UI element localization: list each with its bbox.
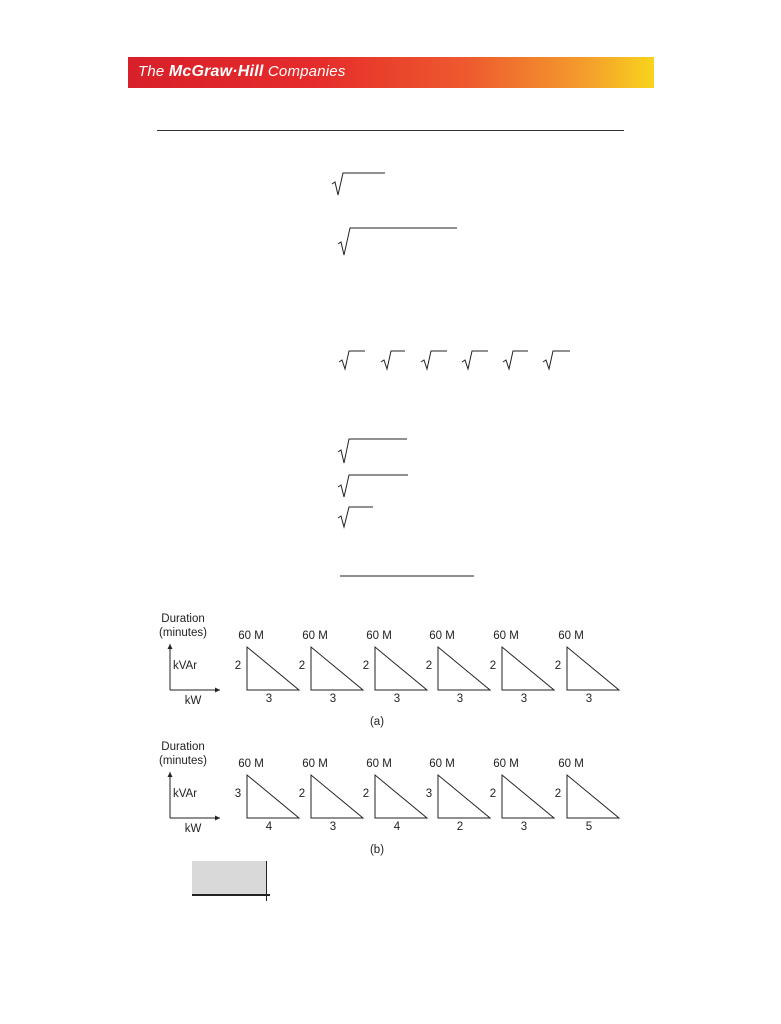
triangle-kvar-value: 3 [234,788,242,800]
triangle-duration-label: 60 M [493,630,519,642]
triangle-kvar-value: 2 [489,788,497,800]
radical-sign [332,173,385,195]
panel-caption: (a) [369,716,385,728]
y-axis-arrow-icon [168,644,173,649]
axis-title-line1: Duration [161,613,205,625]
power-triangle [247,775,299,818]
axis-x-label: kW [184,823,202,835]
axis-y-label: kVAr [172,788,198,800]
triangle-kw-value: 3 [329,693,337,705]
radical-sign [381,351,405,369]
radical-sign [338,507,373,527]
triangle-kvar-value: 2 [554,788,562,800]
power-triangle [375,647,427,690]
triangle-kvar-value: 2 [362,660,370,672]
triangle-duration-label: 60 M [238,630,264,642]
radical-sign [421,351,447,369]
triangle-duration-label: 60 M [493,758,519,770]
x-axis-arrow-icon [215,688,220,693]
triangle-kvar-value: 3 [425,788,433,800]
y-axis-arrow-icon [168,772,173,777]
triangle-kvar-value: 2 [298,788,306,800]
radical-sign [339,351,365,369]
triangle-duration-label: 60 M [429,758,455,770]
radical-sign [338,228,457,255]
power-triangle [247,647,299,690]
triangle-kw-value: 4 [393,821,401,833]
table-header-cell [192,861,266,894]
panel-caption: (b) [369,844,385,856]
triangle-duration-label: 60 M [366,630,392,642]
triangle-duration-label: 60 M [366,758,392,770]
power-triangle [502,647,554,690]
triangle-kw-value: 3 [520,693,528,705]
power-triangle [311,647,363,690]
axis-title-line2: (minutes) [159,627,207,639]
triangle-duration-label: 60 M [558,630,584,642]
triangle-kvar-value: 2 [554,660,562,672]
axis-title-line2: (minutes) [159,755,207,767]
table-fragment [192,861,268,895]
triangle-kw-value: 3 [265,693,273,705]
triangle-duration-label: 60 M [238,758,264,770]
triangle-duration-label: 60 M [302,630,328,642]
axis-x-label: kW [184,695,202,707]
axis-title-line1: Duration [161,741,205,753]
power-triangle [502,775,554,818]
table-horizontal-rule [192,894,270,896]
radical-sign [462,351,488,369]
triangle-kw-value: 3 [329,821,337,833]
triangle-kw-value: 3 [520,821,528,833]
triangle-kw-value: 3 [585,693,593,705]
x-axis-arrow-icon [215,816,220,821]
triangle-kw-value: 4 [265,821,273,833]
radical-sign [338,439,407,463]
triangle-kvar-value: 2 [425,660,433,672]
radical-signs [332,173,570,527]
triangle-kvar-value: 2 [234,660,242,672]
triangle-kw-value: 5 [585,821,593,833]
triangle-kvar-value: 2 [362,788,370,800]
triangle-duration-label: 60 M [558,758,584,770]
power-triangle [438,775,490,818]
triangle-kvar-value: 2 [298,660,306,672]
power-triangle [567,775,619,818]
power-triangle [375,775,427,818]
axis-y-label: kVAr [172,660,198,672]
triangle-kw-value: 3 [456,693,464,705]
triangle-kw-value: 2 [456,821,464,833]
publisher-logo: The McGraw·Hill Companies [138,63,346,80]
radical-sign [543,351,570,369]
triangle-duration-label: 60 M [429,630,455,642]
power-triangle [567,647,619,690]
radical-sign [338,475,408,497]
triangle-kw-value: 3 [393,693,401,705]
triangle-duration-label: 60 M [302,758,328,770]
power-triangle [311,775,363,818]
load-triangle-figure [159,613,619,856]
power-triangle [438,647,490,690]
radical-sign [503,351,528,369]
triangle-kvar-value: 2 [489,660,497,672]
